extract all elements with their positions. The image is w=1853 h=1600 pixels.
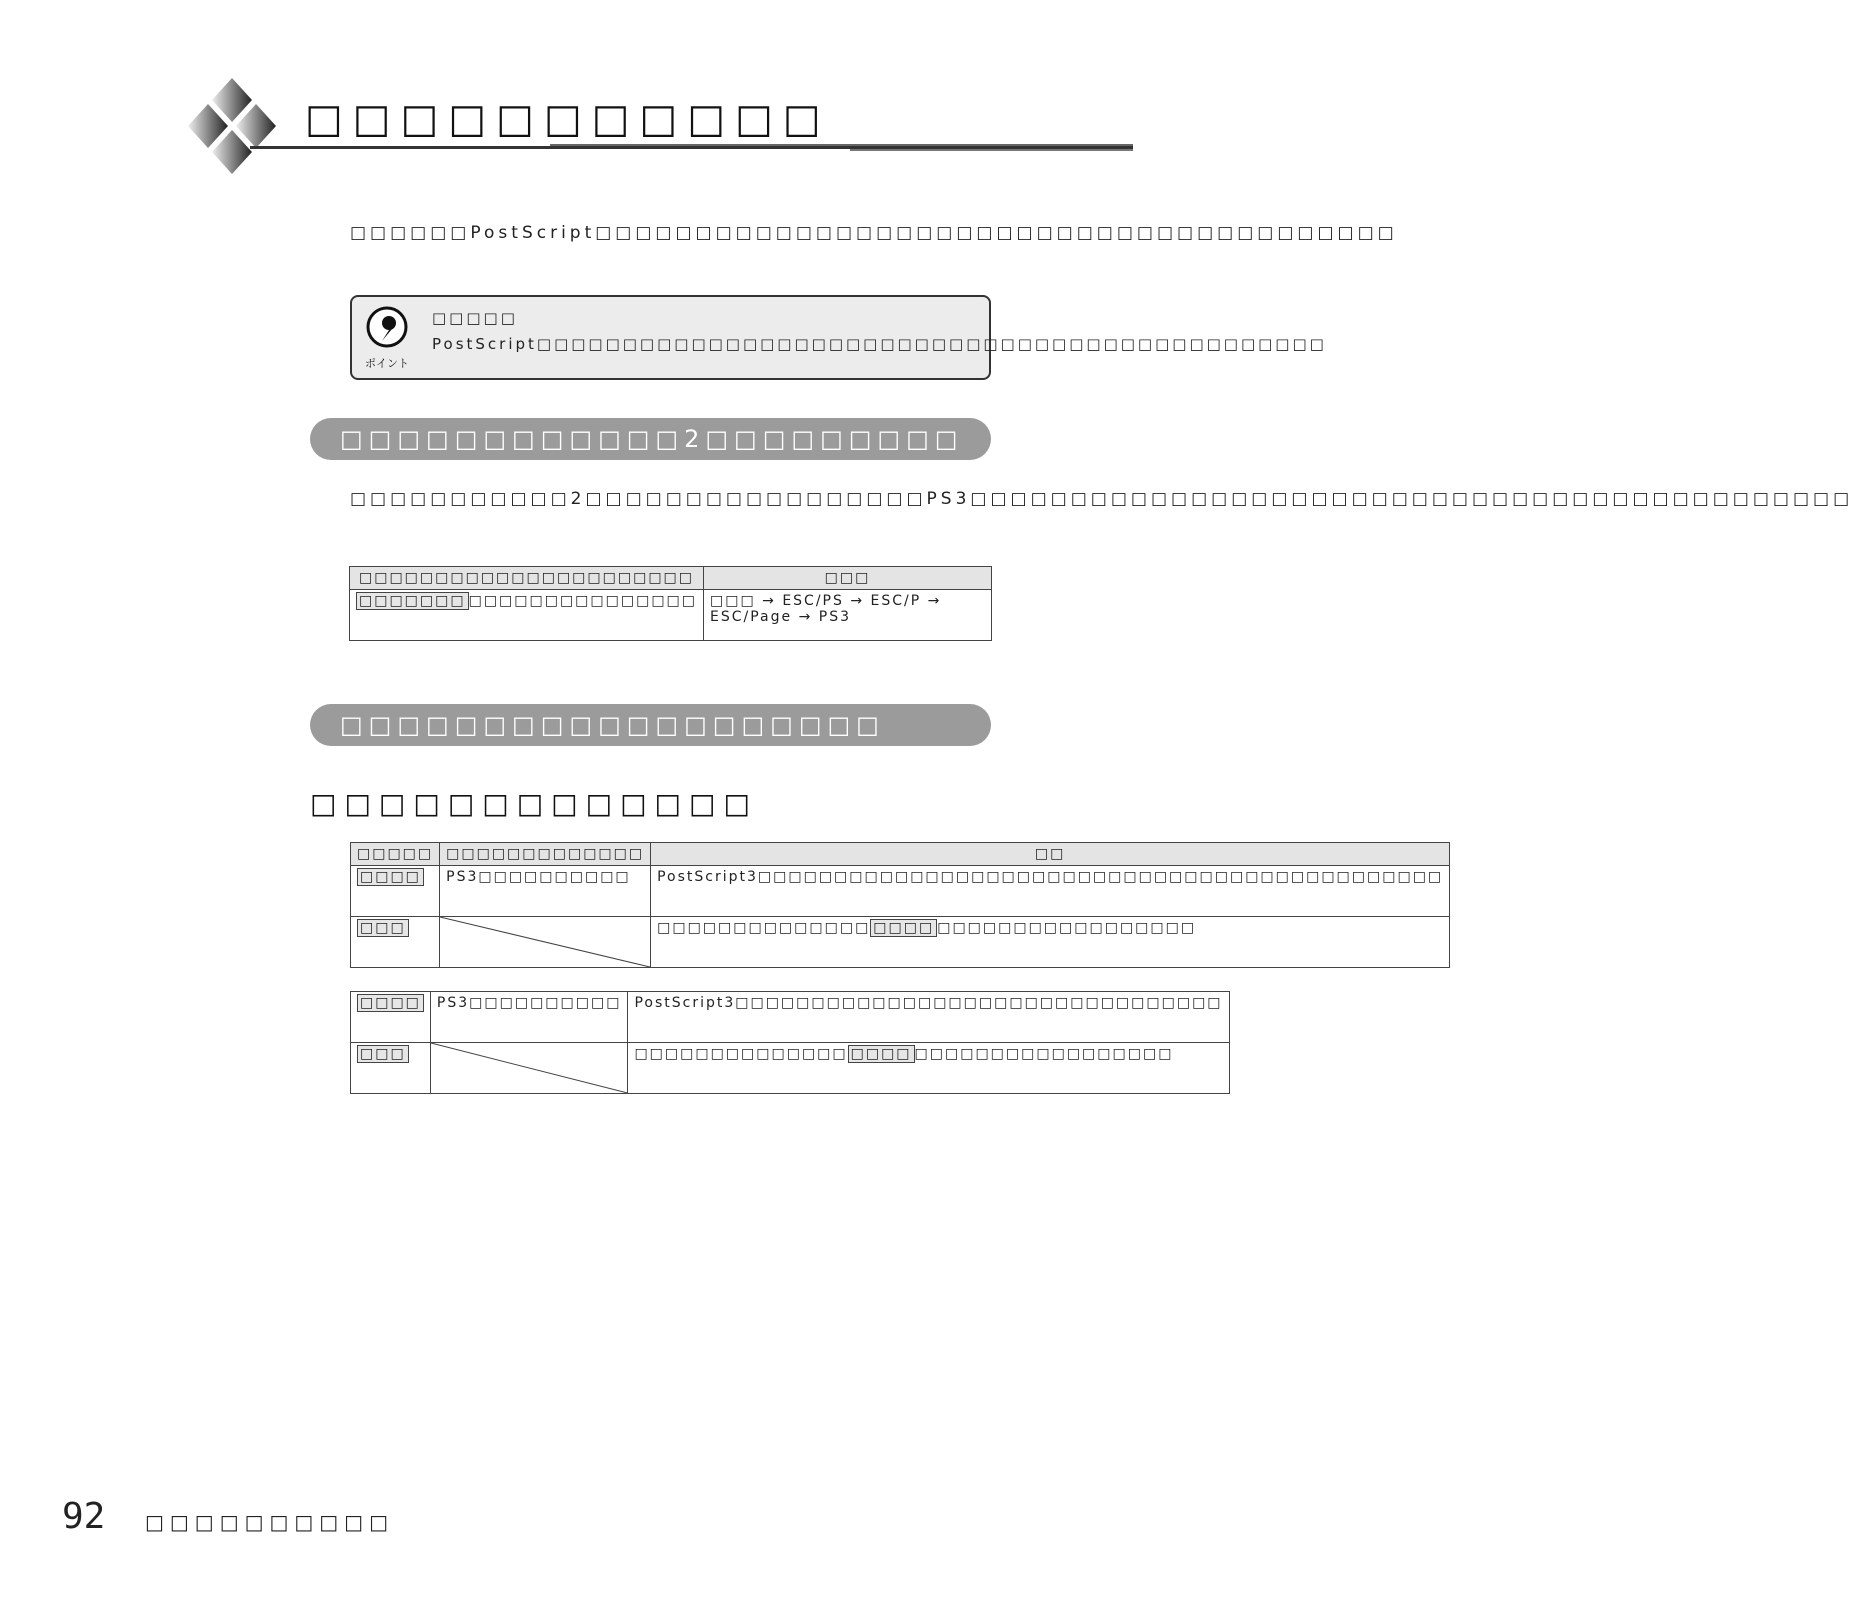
page-number: 92 <box>62 1496 106 1537</box>
point-note-box <box>350 295 1327 380</box>
panel-key-label: □□□□ <box>357 868 424 886</box>
point-icon-label: ポイント <box>365 357 409 370</box>
empty-diagonal-cell <box>440 917 651 968</box>
section1-table <box>349 566 992 641</box>
empty-diagonal-cell <box>430 1043 628 1094</box>
table-header: □□□□□ <box>351 843 440 866</box>
intro-paragraph: □□□□□□PostScript□□□□□□□□□□□□□□□□□□□□□□□□□□□□□□□□□□□□□□□□ <box>350 223 1398 243</box>
panel-key-label: □□□□ <box>357 994 424 1012</box>
panel-key-label: □□□□ <box>848 1045 915 1063</box>
title-rule <box>250 143 1133 153</box>
table-row <box>351 992 1230 1043</box>
footer-title: □□□□□□□□□□ <box>145 1510 394 1534</box>
chapter-title-wrap <box>305 96 831 142</box>
table-header: □□ <box>651 843 1450 866</box>
table-cell <box>351 1043 431 1094</box>
point-icon <box>362 303 412 373</box>
panel-key-label: □□□ <box>357 1045 409 1063</box>
table-header: □□□□□□□□□□□□□ <box>440 843 651 866</box>
settings-table-1 <box>350 842 1450 968</box>
table-cell: PostScript3□□□□□□□□□□□□□□□□□□□□□□□□□□□□□□□□□□□□□□□□□□□□□ <box>651 866 1450 917</box>
table-cell <box>628 1043 1229 1094</box>
panel-key-label: □□□ <box>357 919 409 937</box>
diagonal-line <box>440 917 650 967</box>
settings-table-2 <box>350 991 1230 1094</box>
table-row <box>351 866 1450 917</box>
panel-key-label: □□□□□□□ <box>356 592 469 610</box>
table-header: □□□□□□□□□□□□□□□□□□□□□□ <box>350 567 704 590</box>
chapter-logo <box>186 78 278 176</box>
table-cell: PostScript3□□□□□□□□□□□□□□□□□□□□□□□□□□□□□□□□ <box>628 992 1229 1043</box>
section2-subheading: □□□□□□□□□□□□□ <box>310 787 758 820</box>
table-row <box>350 590 992 641</box>
table-cell-text: □□□□□□□□□□□□□□□ <box>468 593 698 609</box>
table-row <box>351 1043 1230 1094</box>
table-cell-text: □□□□□□□□□□□□□□□□□ <box>937 920 1197 936</box>
table-cell: PS3□□□□□□□□□□ <box>430 992 628 1043</box>
diagonal-line <box>431 1043 628 1093</box>
table-cell <box>651 917 1450 968</box>
table-cell-text: □□□□□□□□□□□□□□ <box>634 1046 848 1062</box>
table-header: □□□ <box>704 567 992 590</box>
table-cell <box>351 992 431 1043</box>
panel-key-label: □□□□ <box>870 919 937 937</box>
section2-banner: □□□□□□□□□□□□□□□□□□□ <box>310 704 991 746</box>
table-row <box>351 917 1450 968</box>
table-cell: □□□ → ESC/PS → ESC/P → ESC/Page → PS3 <box>704 590 992 641</box>
chapter-title: □□□□□□□□□□□ <box>305 96 831 142</box>
table-header-row <box>351 843 1450 866</box>
point-note-text: □□□□□ PostScript□□□□□□□□□□□□□□□□□□□□□□□□□□□□□□□□□□□□□□□□□□□□□□ <box>432 309 1327 353</box>
table-header-row <box>350 567 992 590</box>
table-cell <box>351 866 440 917</box>
table-cell <box>350 590 704 641</box>
table-cell: PS3□□□□□□□□□□ <box>440 866 651 917</box>
section1-paragraph: □□□□□□□□□□□2□□□□□□□□□□□□□□□□□PS3□□□□□□□□□□□□□□□□□□□□□□□□□□□□□□□□□□□□□□□□□□□□ <box>350 489 1853 509</box>
table-cell-text: □□□□□□□□□□□□□□□□□ <box>914 1046 1174 1062</box>
table-cell <box>351 917 440 968</box>
table-cell-text: □□□□□□□□□□□□□□ <box>657 920 871 936</box>
section1-banner: □□□□□□□□□□□□2□□□□□□□□□ <box>310 418 991 460</box>
